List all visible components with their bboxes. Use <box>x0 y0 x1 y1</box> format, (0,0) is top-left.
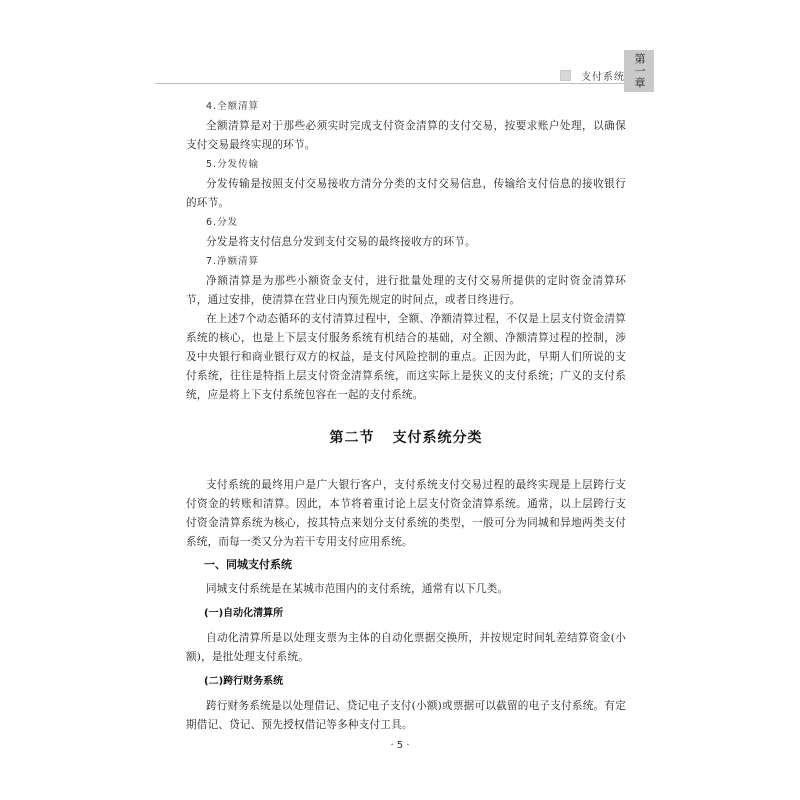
item-text: 全额清算是对于那些必须实时完成支付资金清算的支付交易，按要求账户处理，以确保支付交易最终实现的环节。 <box>186 120 626 151</box>
item-block <box>186 155 626 213</box>
running-title: 支付系统 <box>581 72 625 83</box>
item-text: 净额清算是为那些小额资金支付，进行批量处理的支付交易所提供的定时资金清算环节，通过安排，使清算在营业日内预先规定的时间点，或者日终进行。 <box>186 275 626 306</box>
section-intro: 支付系统的最终用户是广大银行客户，支付系统支付交易过程的最终实现是上层跨行支付资金的转账和清算。因此，本节将着重讨论上层支付资金清算系统。通常，以上层跨行支付资金清算系统为核心，按其特点来划分支付系统的类型，一般可分为同城和异地两类支付系统，而每一类又分为若干专用支付应用系统。 <box>186 479 626 548</box>
item-block <box>186 97 626 155</box>
subsection-intro: 同城支付系统是在某城市范围内的支付系统，通常有以下几类。 <box>206 583 509 595</box>
item-block <box>186 213 626 252</box>
item-heading: 4.全额清算 <box>206 101 260 112</box>
item-block <box>186 252 626 310</box>
section-title <box>186 429 626 448</box>
part-text: 自动化清算所是以处理支票为主体的自动化票据交换所，并按规定时间轧差结算资金(小额)，是批处理支付系统。 <box>186 632 626 663</box>
item-heading: 5.分发传输 <box>206 159 260 170</box>
item-text: 分发传输是按照支付交易接收方清分分类的支付交易信息，传输给支付信息的接收银行的环节。 <box>186 178 626 209</box>
item-text: 分发是将支付信息分发到支付交易的最终接收方的环节。 <box>206 236 476 248</box>
part-heading: (二)跨行财务系统 <box>204 676 284 687</box>
part-text: 跨行财务系统是以处理借记、贷记电子支付(小额)或票据可以截留的电子支付系统。有定期借记、贷记、预先授权借记等多种支付工具。 <box>186 700 626 731</box>
part-heading: (一)自动化清算所 <box>204 608 284 619</box>
subsection-heading: 一、同城支付系统 <box>204 558 292 571</box>
item-heading: 7.净额清算 <box>206 256 260 267</box>
page-number: · 5 · <box>390 740 410 751</box>
header-square-icon <box>560 70 571 81</box>
section-name: 支付系统分类 <box>392 430 483 446</box>
page-body <box>186 97 626 735</box>
running-header <box>560 68 625 83</box>
chapter-tab: 第一章 <box>624 50 654 92</box>
summary-paragraph: 在上述7个动态循环的支付清算过程中，全额、净额清算过程，不仅是上层支付资金清算系统的核心，也是上下层支付服务系统有机结合的基础，对全额、净额清算过程的控制，涉及中央银行和商业银行双方的权益，是支付风险控制的重点。正因为此，早期人们所说的支付系统，往往是特指上层支付资金清算系统，而这实际上是狭义的支付系统；广义的支付系统，应是将上下支付系统包容在一起的支付系统。 <box>186 313 626 401</box>
header-rule <box>155 83 624 84</box>
section-number: 第二节 <box>329 430 375 446</box>
item-heading: 6.分发 <box>206 217 239 228</box>
